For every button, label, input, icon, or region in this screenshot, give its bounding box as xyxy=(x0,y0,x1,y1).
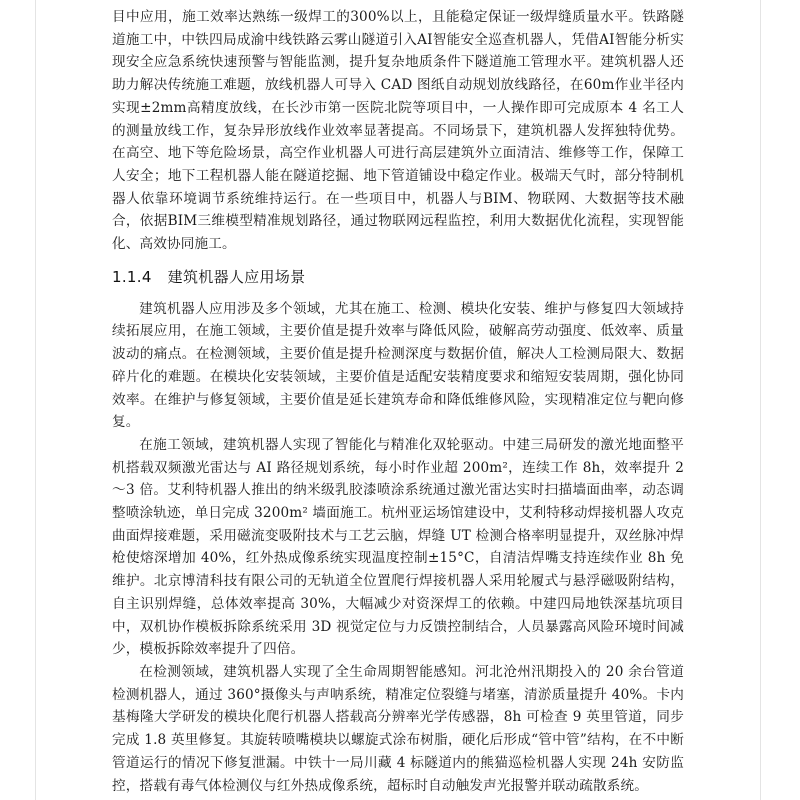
section-heading xyxy=(112,266,684,288)
document-body xyxy=(112,6,684,797)
section-title: 建筑机器人应用场景 xyxy=(167,267,306,286)
paragraph-continued: 目中应用，施工效率达熟练一级焊工的300%以上，且能稳定保证一级焊缝质量水平。铁路隧道施工中，中铁四局成渝中线铁路云雾山隧道引入AI智能安全巡查机器人，凭借AI智能分析实现安全应急系统快速预警与智能监测，提升复杂地质条件下隧道施工管理水平。建筑机器人还助力解决传统施工难题，放线机器人可导入 CAD 图纸自动规划放线路径，在60m作业半径内实现±2mm高精度放线，在长沙市第一医院北院等项目中，一人操作即可完成原本 4 名工人的测量放线工作，复杂异形放线作业效率显著提高。不同场景下，建筑机器人发挥独特优势。在高空、地下等危险场景，高空作业机器人可进行高层建筑外立面清洁、维修等工作，保障工人安全；地下工程机器人能在隧道挖掘、地下管道铺设中稳定作业。极端天气时，部分特制机器人依靠环境调节系统维持运行。在一些项目中，机器人与BIM、物联网、大数据等技术融合，依据BIM三维模型精准规划路径，通过物联网远程监控，利用大数据优化流程，实现智能化、高效协同施工。 xyxy=(112,9,684,253)
paragraph-inspection: 在检测领域，建筑机器人实现了全生命周期智能感知。河北沧州汛期投入的 20 余台管道检测机器人，通过 360°摄像头与声呐系统，精准定位裂缝与堵塞，清淤质量提升 40%。卡内基梅隆大学研发的模块化爬行机器人搭载高分辨率光学传感器，8h 可检查 9 英里管道，同步完成 1.8 英里修复。其旋转喷嘴模块以螺旋式涂布树脂，硬化后形成“管中管”结构，在不中断管道运行的情况下修复泄漏。中铁十一局川藏 4 标隧道内的熊猫巡检机器人实现 24h 安防监控，搭载有毒气体检测仪与红外热成像系统，超标时自动触发声光报警并联动疏散系统。 xyxy=(112,663,684,794)
page-edge-left xyxy=(35,0,36,800)
page-edge-right xyxy=(760,0,761,800)
paragraph-overview: 建筑机器人应用涉及多个领域，尤其在施工、检测、模块化安装、维护与修复四大领域持续拓展应用，在施工领域，主要价值是提升效率与降低风险，破解高劳动强度、低效率、质量波动的痛点。在检测领域，主要价值是提升检测深度与数据价值，解决人工检测局限大、数据碎片化的难题。在模块化安装领域，主要价值是适配安装精度要求和缩短安装周期，强化协同效率。在维护与修复领域，主要价值是延长建筑寿命和降低维修风险，实现精准定位与靶向修复。 xyxy=(112,300,684,431)
section-number: 1.1.4 xyxy=(112,267,152,286)
paragraph-construction: 在施工领域，建筑机器人实现了智能化与精准化双轮驱动。中建三局研发的激光地面整平机搭载双频激光雷达与 AI 路径规划系统，每小时作业超 200m²，连续工作 8h，效率提升 2～3 倍。艾利特机器人推出的纳米级乳胶漆喷涂系统通过激光雷达实时扫描墙面曲率，动态调整喷涂轨迹，单日完成 3200m² 墙面施工。杭州亚运场馆建设中，艾利特移动焊接机器人攻克曲面焊接难题，采用磁流变吸附技术与工艺云脑，焊缝 UT 检测合格率明显提升，双丝脉冲焊枪使熔深增加 40%，红外热成像系统实现温度控制±15°C，自清洁焊嘴支持连续作业 8h 免维护。北京博清科技有限公司的无轨道全位置爬行焊接机器人采用轮履式与悬浮磁吸附结构，自主识别焊缝，总体效率提高 30%，大幅减少对资深焊工的依赖。中建四局地铁深基坑项目中，双机协作模板拆除系统采用 3D 视觉定位与力反馈控制结合，人员暴露高风险环境时间减少，模板拆除效率提升了四倍。 xyxy=(112,436,684,658)
